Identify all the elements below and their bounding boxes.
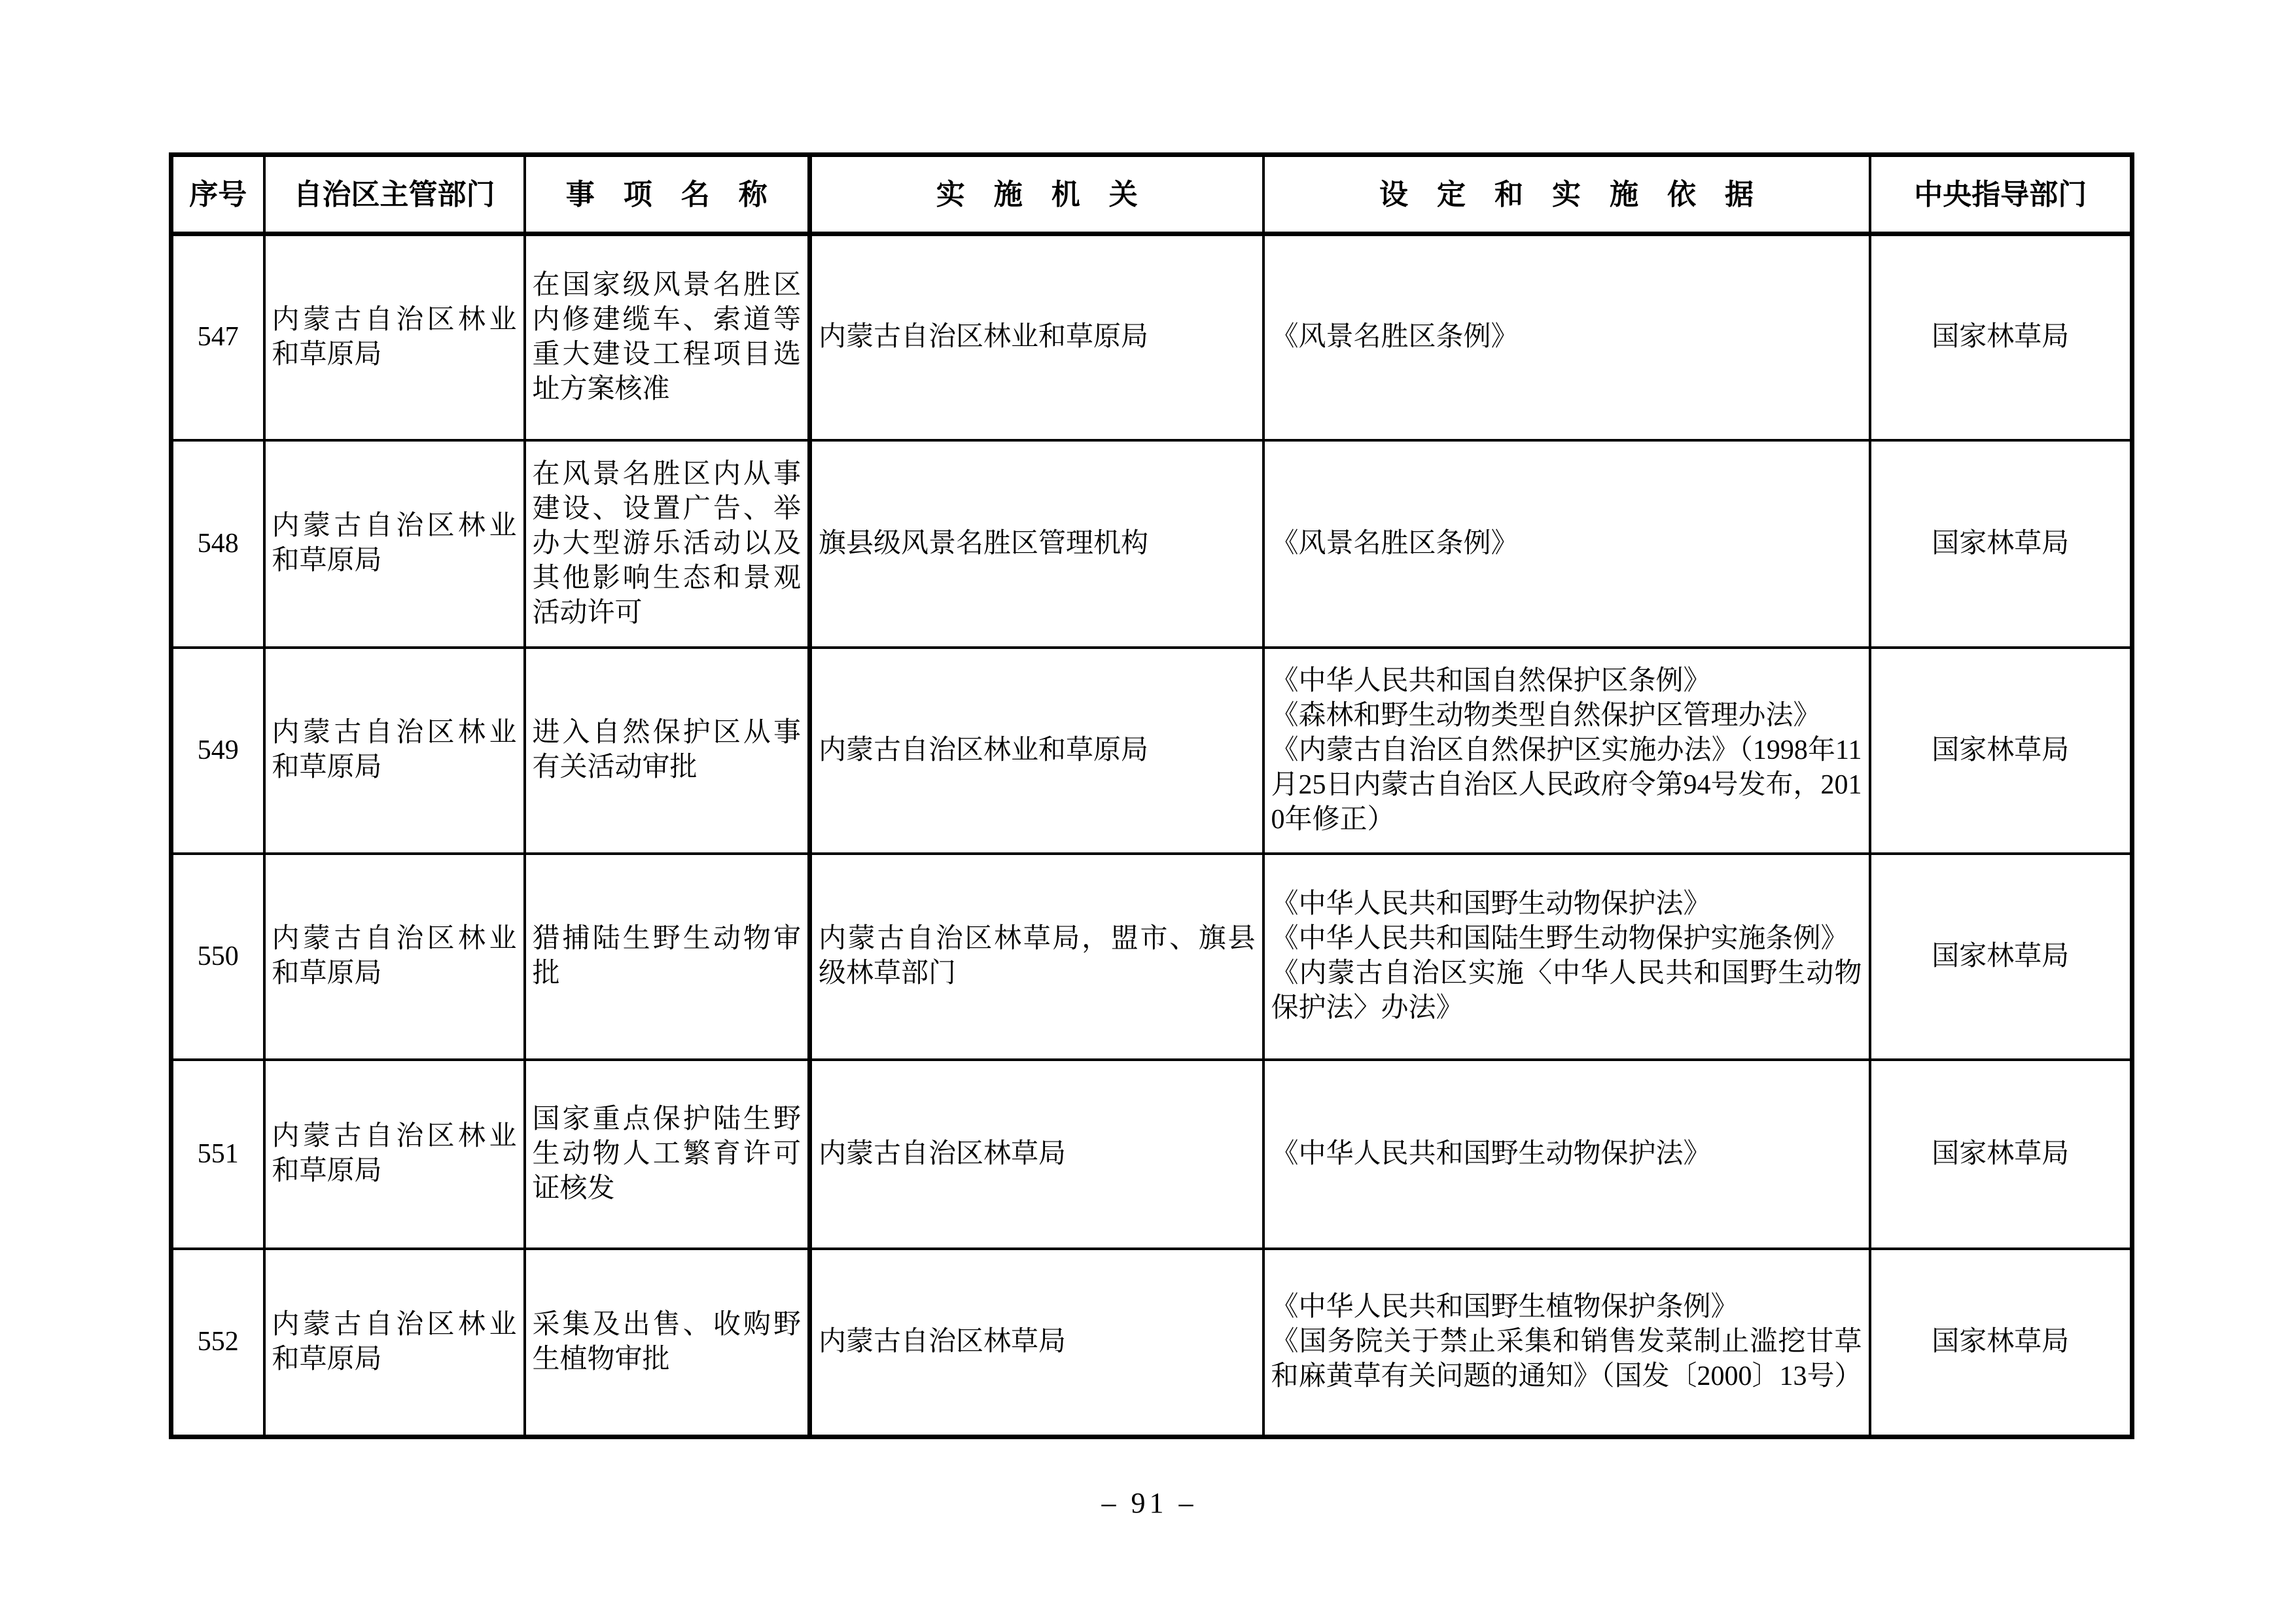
basis-line: 《中华人民共和国野生动物保护法》 xyxy=(1271,1138,1711,1169)
cell-region-department: 内蒙古自治区林业和草原局 xyxy=(264,854,525,1060)
cell-implementing-agency: 内蒙古自治区林草局 xyxy=(810,1249,1263,1437)
cell-region-department: 内蒙古自治区林业和草原局 xyxy=(264,1060,525,1249)
cell-region-department: 内蒙古自治区林业和草原局 xyxy=(264,234,525,440)
cell-item-name: 采集及出售、收购野生植物审批 xyxy=(525,1249,810,1437)
col-header-region-department: 自治区主管部门 xyxy=(264,155,525,234)
cell-central-department: 国家林草局 xyxy=(1870,1060,2132,1249)
cell-basis xyxy=(1263,1249,1870,1437)
table-row xyxy=(171,234,2132,440)
page-number: – 91 – xyxy=(1101,1487,1197,1519)
basis-line: 《内蒙古自治区自然保护区实施办法》（1998年11月25日内蒙古自治区人民政府令第94号发布，2010年修正） xyxy=(1271,735,1862,835)
cell-implementing-agency: 内蒙古自治区林业和草原局 xyxy=(810,234,1263,440)
basis-line: 《中华人民共和国野生动物保护法》 xyxy=(1271,889,1711,919)
cell-implementing-agency: 旗县级风景名胜区管理机构 xyxy=(810,440,1263,648)
cell-serial-number: 547 xyxy=(171,234,264,440)
cell-central-department: 国家林草局 xyxy=(1870,648,2132,854)
cell-central-department: 国家林草局 xyxy=(1870,234,2132,440)
cell-serial-number: 552 xyxy=(171,1249,264,1437)
basis-line: 《中华人民共和国野生植物保护条例》 xyxy=(1271,1292,1739,1323)
col-header-basis: 设 定 和 实 施 依 据 xyxy=(1263,155,1870,234)
cell-serial-number: 548 xyxy=(171,440,264,648)
col-header-implementing-agency: 实 施 机 关 xyxy=(810,155,1263,234)
cell-item-name: 在国家级风景名胜区内修建缆车、索道等重大建设工程项目选址方案核准 xyxy=(525,234,810,440)
cell-serial-number: 549 xyxy=(171,648,264,854)
table-row xyxy=(171,440,2132,648)
basis-line: 《中华人民共和国自然保护区条例》 xyxy=(1271,665,1711,696)
cell-item-name: 国家重点保护陆生野生动物人工繁育许可证核发 xyxy=(525,1060,810,1249)
cell-implementing-agency: 内蒙古自治区林草局，盟市、旗县级林草部门 xyxy=(810,854,1263,1060)
cell-implementing-agency: 内蒙古自治区林草局 xyxy=(810,1060,1263,1249)
basis-line: 《中华人民共和国陆生野生动物保护实施条例》 xyxy=(1271,924,1848,954)
basis-line: 《风景名胜区条例》 xyxy=(1271,322,1519,353)
cell-basis xyxy=(1263,854,1870,1060)
cell-region-department: 内蒙古自治区林业和草原局 xyxy=(264,648,525,854)
cell-region-department: 内蒙古自治区林业和草原局 xyxy=(264,440,525,648)
cell-central-department: 国家林草局 xyxy=(1870,1249,2132,1437)
cell-basis xyxy=(1263,648,1870,854)
cell-item-name: 在风景名胜区内从事建设、设置广告、举办大型游乐活动以及其他影响生态和景观活动许可 xyxy=(525,440,810,648)
table-header-row xyxy=(171,155,2132,234)
col-header-central-department: 中央指导部门 xyxy=(1870,155,2132,234)
cell-basis xyxy=(1263,234,1870,440)
basis-line: 《内蒙古自治区实施〈中华人民共和国野生动物保护法〉办法》 xyxy=(1271,958,1862,1023)
table-row xyxy=(171,854,2132,1060)
table-row xyxy=(171,1060,2132,1249)
basis-line: 《国务院关于禁止采集和销售发菜制止滥挖甘草和麻黄草有关问题的通知》（国发〔2000〕13号） xyxy=(1271,1327,1862,1392)
approval-items-table xyxy=(169,152,2134,1439)
cell-region-department: 内蒙古自治区林业和草原局 xyxy=(264,1249,525,1437)
cell-basis xyxy=(1263,1060,1870,1249)
col-header-serial-number: 序号 xyxy=(171,155,264,234)
cell-central-department: 国家林草局 xyxy=(1870,854,2132,1060)
cell-serial-number: 550 xyxy=(171,854,264,1060)
table-row xyxy=(171,1249,2132,1437)
cell-basis xyxy=(1263,440,1870,648)
cell-implementing-agency: 内蒙古自治区林业和草原局 xyxy=(810,648,1263,854)
table-row xyxy=(171,648,2132,854)
col-header-item-name: 事 项 名 称 xyxy=(525,155,810,234)
cell-item-name: 猎捕陆生野生动物审批 xyxy=(525,854,810,1060)
basis-line: 《风景名胜区条例》 xyxy=(1271,528,1519,559)
cell-item-name: 进入自然保护区从事有关活动审批 xyxy=(525,648,810,854)
cell-central-department: 国家林草局 xyxy=(1870,440,2132,648)
cell-serial-number: 551 xyxy=(171,1060,264,1249)
basis-line: 《森林和野生动物类型自然保护区管理办法》 xyxy=(1271,700,1821,731)
